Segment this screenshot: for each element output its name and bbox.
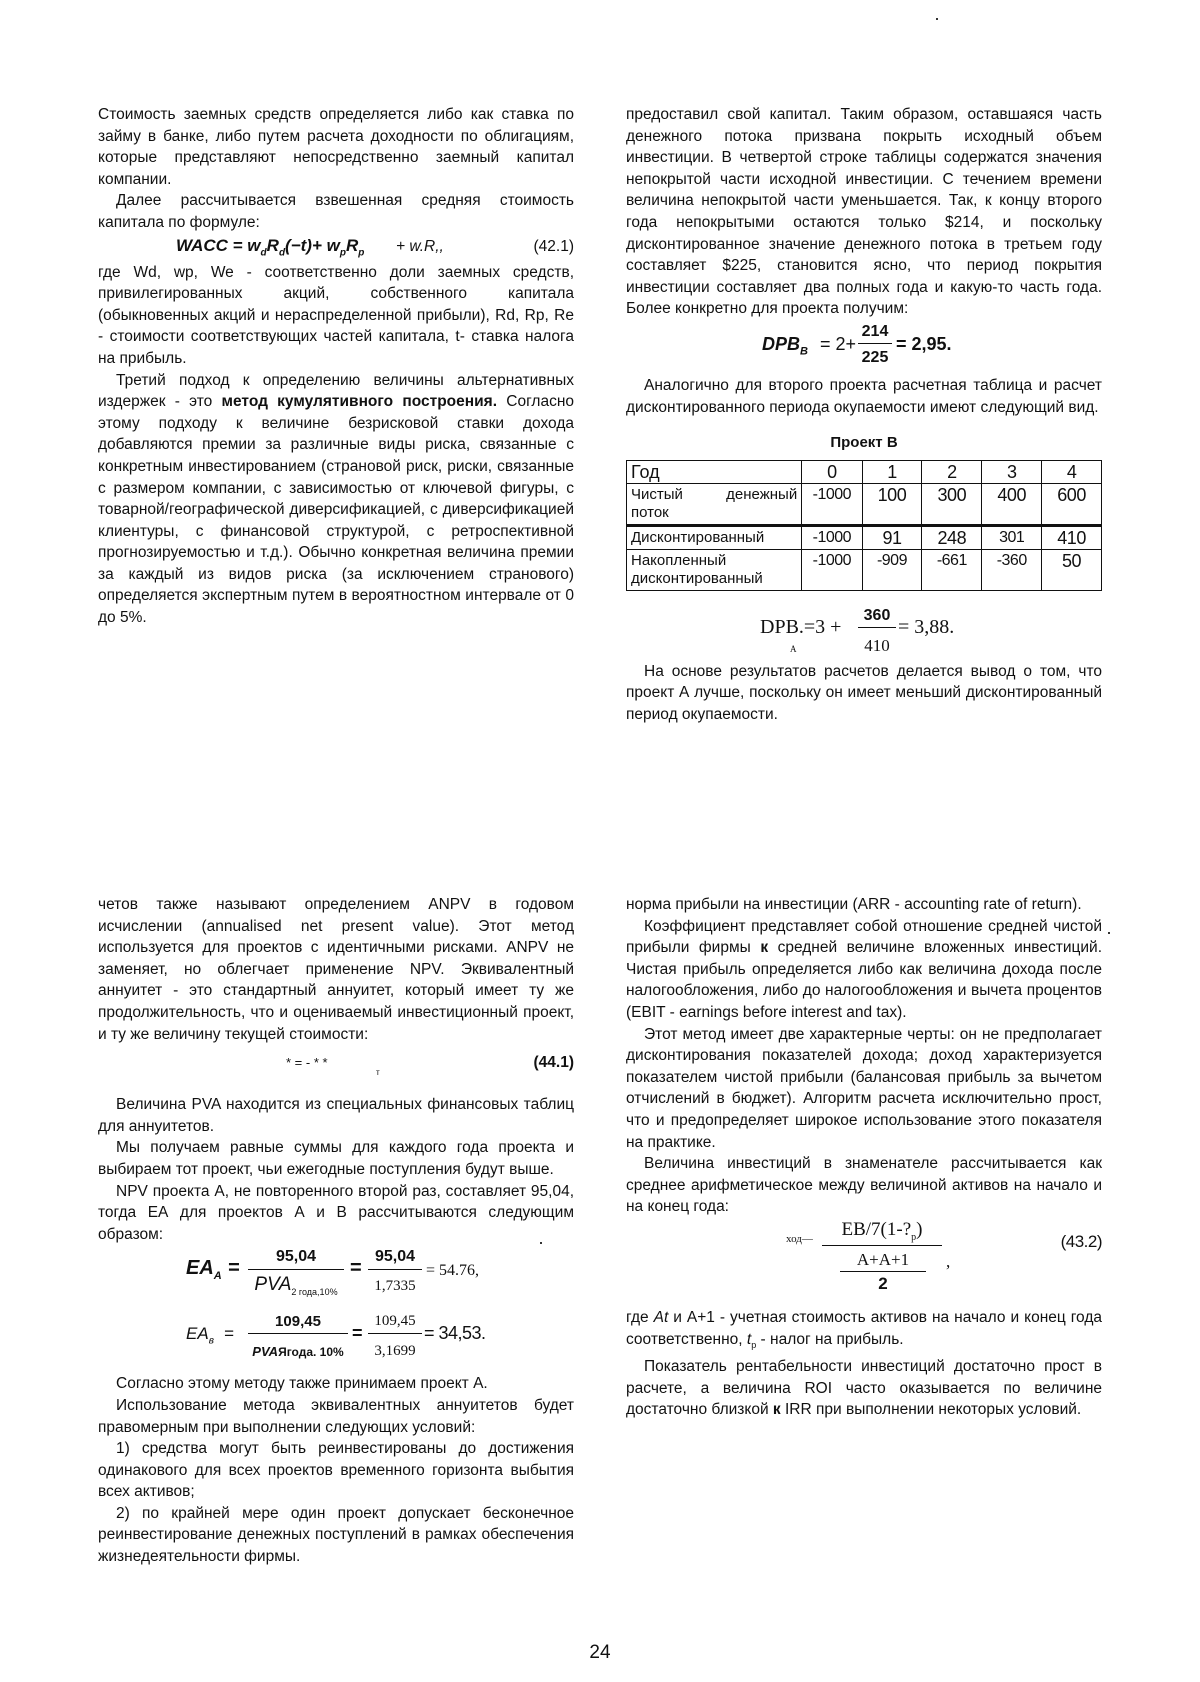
paragraph: Коэффициент представляет собой отношение средней чистой прибыли фирмы к средней величине вложенных инвестиций. Чистая прибыль определяется либо как величина дохода после налогообложения, либо до налогообложения и вычета процентов (EBIT - earnings before interest and tax). bbox=[626, 917, 1102, 1021]
formula-number: (43.2) bbox=[1060, 1231, 1102, 1251]
paragraph: Показатель рентабельности инвестиций достаточно прост в расчете, а величина ROI часто оказывается по величине достаточно близкой к IRR при выполнении некоторых условий. bbox=[626, 1358, 1102, 1419]
fraction-bar bbox=[368, 1333, 422, 1334]
page-number: 24 bbox=[589, 1642, 611, 1663]
paragraph: четов также называют определением ANPV в годовом исчислении (annualised net present value). Этот метод используется для проектов с идентичными рисками. ANPV не заменяет, но облегчает применение NPV. Эквивалентный аннуитет - это стандартный аннуитет, который имеет ту же продолжительность, что и оцениваемый инвестиционный проект, и ту же величину текущей стоимости: bbox=[98, 896, 574, 1043]
formula-rp: R bbox=[345, 235, 359, 255]
formula-lhs: WACC = w bbox=[176, 235, 261, 255]
fraction-bar bbox=[822, 1245, 942, 1246]
formula-mid: R bbox=[266, 235, 279, 255]
paragraph: Использование метода эквивалентных аннуитетов будет правомерным при выполнении следующих условий: bbox=[98, 1396, 574, 1436]
formula-ea-b: $EA_в$ = 109,45 PVAЯгода. 10% = 109,45 3,1699 = 34,53. bbox=[186, 1313, 486, 1360]
paragraph: На основе результатов расчетов делается вывод о том, что проект А лучше, поскольку он имеет меньший дисконтированный период окупаемости. bbox=[626, 662, 1102, 723]
formula-number: (42.1) bbox=[533, 237, 574, 255]
project-b-table bbox=[626, 460, 1102, 591]
table-row: Дисконтированный -1000 91 248 301 410 bbox=[627, 525, 1102, 549]
term-cumulative-method: метод кумулятивного построения. bbox=[221, 393, 498, 411]
formula-44-1: * = - * * т (44.1) bbox=[286, 1054, 574, 1078]
paragraph: Согласно этому методу также принимаем проект А. bbox=[116, 1375, 488, 1393]
formula-paren: (−t)+ w bbox=[285, 235, 340, 255]
paragraph: NPV проекта А, не повторенного второй раз, составляет 95,04, тогда ЕА для проектов А и В рассчитываются следующим образом: bbox=[98, 1182, 574, 1243]
formula-dpb-b: $DPB_B$ = 2+ 214 225 = 2,95. bbox=[762, 322, 952, 366]
paragraph: предоставил свой капитал. Таким образом, оставшаяся часть денежного потока призвана покрыть исходный объем инвестиции. В четвертой строке таблицы содержатся значения непокрытой части исходной инвестиции. С течением времени величина непокрытой части уменьшается. Так, к концу второго года непокрытыми остаются только $214, и поскольку дисконтированное значение денежного потока в третьем году составляет $225, становится ясно, что период покрытия инвестиции составляет два полных года и какую-то часть года. Более конкретно для проекта получим: bbox=[626, 106, 1102, 318]
paragraph: Далее рассчитывается взвешенная средняя стоимость капитала по формуле: bbox=[98, 192, 574, 231]
table-row: Год 0 1 2 3 4 bbox=[627, 460, 1102, 483]
table-row: Чистый денежный поток -1000 100 300 400 600 bbox=[627, 483, 1102, 525]
paragraph: Величина инвестиций в знаменателе рассчитывается как среднее арифметическое между величиной активов на начало и на конец года: bbox=[626, 1155, 1102, 1216]
top-right-column bbox=[626, 104, 1102, 726]
scan-speck bbox=[936, 18, 938, 20]
formula-dpb-a: DPB.=3 + A 360 410 = 3,88. bbox=[760, 606, 955, 655]
fraction-bar bbox=[368, 1269, 422, 1270]
formula-42-1: WACC = $w_dR_d(-t)+ w_pR_p$ + w.R,, (42.1) bbox=[176, 235, 574, 258]
paragraph: Стоимость заемных средств определяется либо как ставка по займу в банке, либо путем расчета доходности по облигациям, которые представляют непосредственно заемный капитал компании. bbox=[98, 106, 574, 188]
formula-ea-a: $EA_A$ = 95,04 $PVA_{2 года,10\%}$ = 95,04 1,7335 = 54.76, bbox=[186, 1248, 480, 1298]
fraction-bar bbox=[248, 1269, 344, 1270]
formula-43-2: ход— $EB/7(1-?_р)$ A+A+1 2 , (43.2) bbox=[786, 1218, 1102, 1293]
paragraph: Мы получаем равные суммы для каждого года проекта и выбираем тот проект, чьи ежегодные поступления будут выше. bbox=[98, 1139, 574, 1178]
list-item: 2) по крайней мере один проект допускает бесконечное реинвестирование денежных поступлений в рамках обеспечения жизнедеятельности фирмы. bbox=[98, 1504, 574, 1566]
bottom-right-column bbox=[626, 894, 1102, 1421]
top-left-column bbox=[98, 104, 574, 629]
formula-number: (44.1) bbox=[533, 1054, 574, 1072]
bottom-left-column bbox=[98, 894, 574, 1568]
paragraph-where: где At и А+1 - учетная стоимость активов на начало и конец года соответственно, $t_р$ - налог на прибыль. bbox=[626, 1308, 1102, 1350]
paragraph: Третий подход к определению величины альтернативных издержек - это метод кумулятивного построения. Согласно этому подходу к величине безрисковой ставки дохода добавляются премии за различные виды риска, связанные с конкретным инвестированием (страновой риск, риски, связанные с размером компании, с зависимостью от ключевой фигуры, с товарной/географической диверсификацией, с диверсификацией клиентуры, с финансовой структурой, с ретроспективной прогнозируемостью и т.д.). Обычно конкретная величина премии за каждый из видов риска (за исключением странового) определяется экспертным путем в вероятностном интервале от 0 до 5%. bbox=[98, 371, 574, 627]
fraction-bar bbox=[858, 627, 896, 628]
paragraph: Величина PVA находится из специальных финансовых таблиц для аннуитетов. bbox=[98, 1096, 574, 1135]
list-item: 1) средства могут быть реинвестированы до достижения одинакового для всех проектов временного горизонта выбытия всех активов; bbox=[98, 1440, 574, 1501]
paragraph-where: где Wd, wp, We - соответственно доли заемных средств, привилегированных акций, собственного капитала (обыкновенных акций и нераспределенной прибыли), Rd, Rp, Re - стоимости соответствующих частей капитала, t- ставка налога на прибыль. bbox=[98, 263, 574, 367]
paragraph: Аналогично для второго проекта расчетная таблица и расчет дисконтированного периода окупаемости имеют следующий вид. bbox=[626, 376, 1102, 416]
fraction-bar bbox=[840, 1271, 926, 1272]
paragraph: Этот метод имеет две характерные черты: он не предполагает дисконтирования показателей дохода; доход характеризуется показателем чистой прибыли (балансовая прибыль за вычетом отчислений в бюджет). Алгоритм расчета исключительно прост, что и предопределяет широкое использование этого показателя на практике. bbox=[626, 1025, 1102, 1151]
fraction-bar bbox=[858, 343, 892, 344]
table-caption: Проект В bbox=[830, 434, 898, 452]
scan-speck bbox=[1108, 932, 1110, 934]
formula-tail: + w.R,, bbox=[396, 237, 444, 255]
table-row: Накопленный дисконтированный -1000 -909 -661 -360 50 bbox=[627, 549, 1102, 590]
paragraph: норма прибыли на инвестиции (ARR - accounting rate of return). bbox=[626, 896, 1082, 913]
fraction-bar bbox=[248, 1333, 348, 1334]
scan-speck bbox=[540, 1242, 542, 1244]
